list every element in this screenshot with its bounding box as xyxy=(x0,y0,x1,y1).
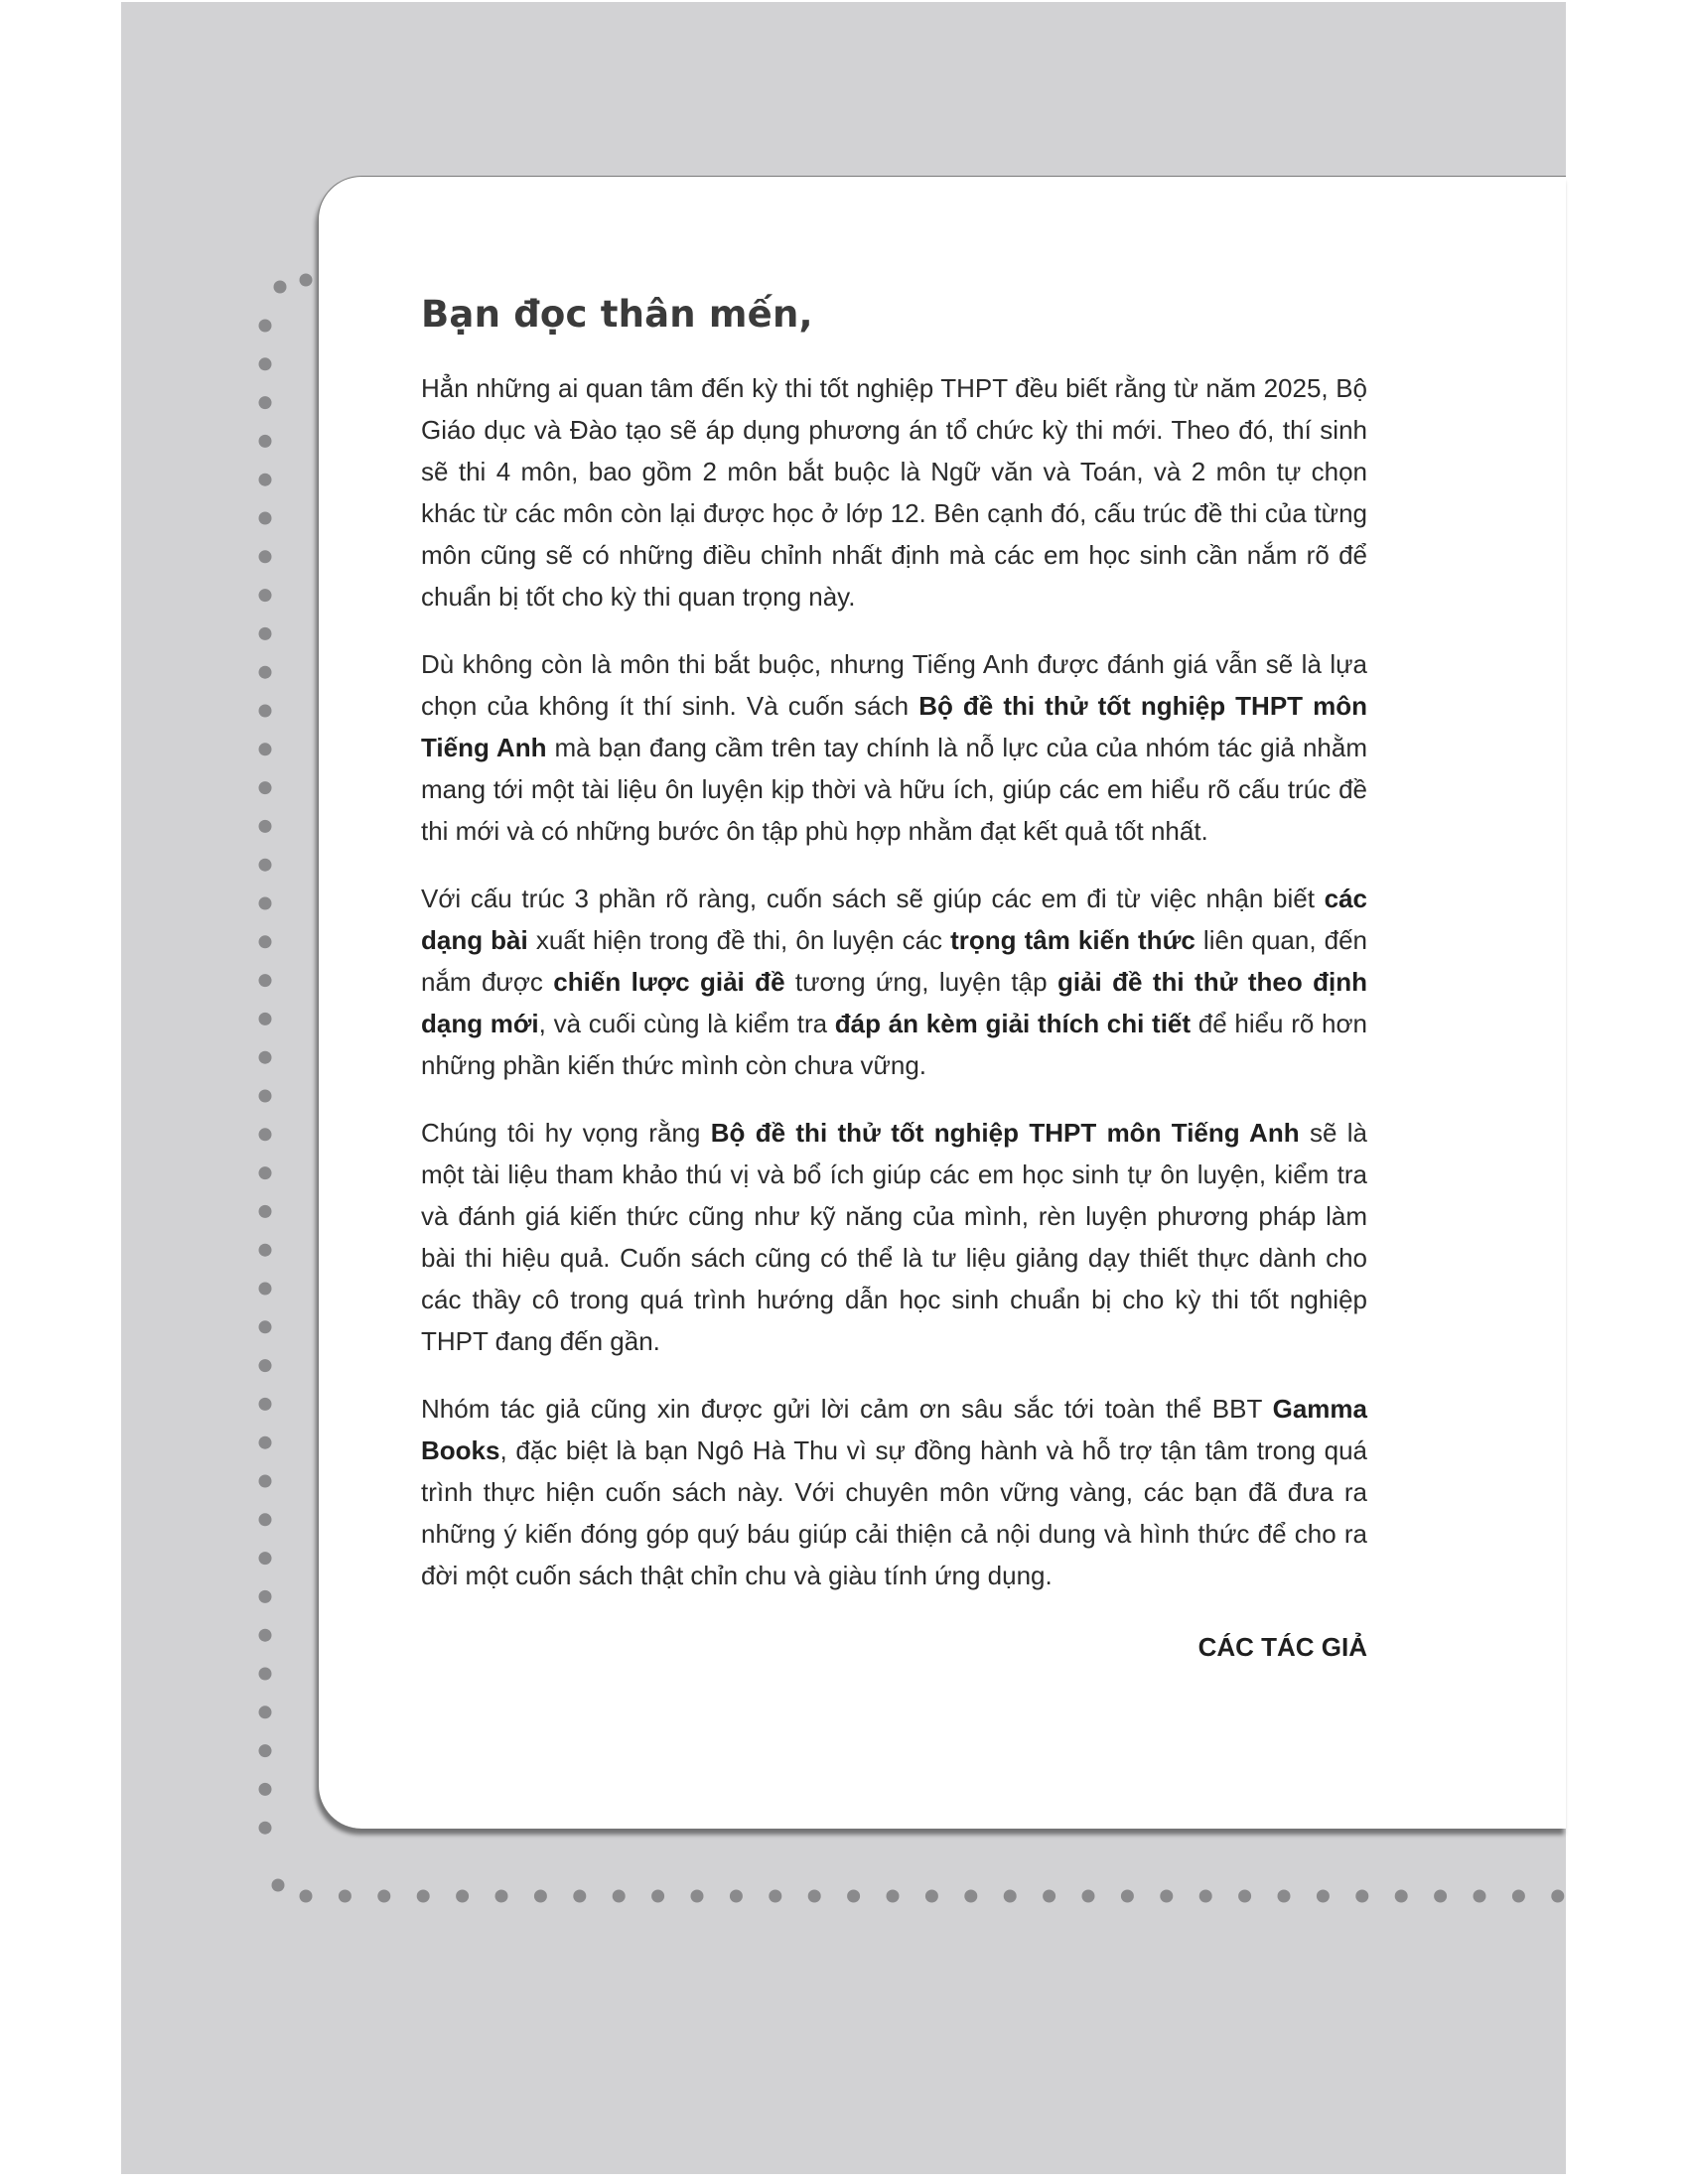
dot xyxy=(259,396,272,409)
dot xyxy=(259,1090,272,1103)
dot xyxy=(613,1890,626,1903)
dot xyxy=(259,589,272,602)
bold-text-run: trọng tâm kiến thức xyxy=(950,925,1196,955)
dot xyxy=(1355,1890,1368,1903)
dot xyxy=(259,743,272,755)
dot xyxy=(259,512,272,525)
dot xyxy=(259,705,272,718)
dot xyxy=(259,781,272,794)
dot xyxy=(300,1890,313,1903)
dot xyxy=(259,474,272,486)
bold-text-run: các dạng bài xyxy=(421,884,1367,955)
dot xyxy=(769,1890,781,1903)
dot xyxy=(274,281,287,294)
dot xyxy=(259,820,272,833)
text-run: Nhóm tác giả cũng xin được gửi lời cảm ơn sâu sắc tới toàn thể BBT xyxy=(421,1394,1273,1424)
dot xyxy=(808,1890,821,1903)
text-run: sẽ là một tài liệu tham khảo thú vị và bổ ích giúp các em học sinh tự ôn luyện, kiểm tra và đánh giá kiến thức cũng như kỹ năng của mình, rèn luyện phương pháp làm bài thi hiệu quả. Cuốn sách cũng có thể là tư liệu giảng dạy thiết thực dành cho các thầy cô trong quá trình hướng dẫn học sinh chuẩn bị cho kỳ thi tốt nghiệp THPT đang đến gần. xyxy=(421,1118,1367,1356)
dot xyxy=(259,1051,272,1064)
text-run: , và cuối cùng là kiểm tra xyxy=(538,1009,835,1038)
bold-text-run: giải đề thi thử theo định dạng mới xyxy=(421,967,1367,1038)
dot xyxy=(259,550,272,563)
dot xyxy=(1238,1890,1251,1903)
text-run: để hiểu rõ hơn những phần kiến thức mình còn chưa vững. xyxy=(421,1009,1368,1080)
text-run: tương ứng, luyện tập xyxy=(784,967,1057,997)
dot xyxy=(259,435,272,448)
dot xyxy=(377,1890,390,1903)
text-run: mà bạn đang cầm trên tay chính là nỗ lực của của nhóm tác giả nhằm mang tới một tài liệu ôn luyện kịp thời và hữu ích, giúp các em hiểu rõ cấu trúc đề thi mới và có những bước ôn tập phù hợp nhằm đạt kết quả tốt nhất. xyxy=(421,733,1367,846)
dot xyxy=(1004,1890,1017,1903)
text-run: Dù không còn là môn thi bắt buộc, nhưng Tiếng Anh được đánh giá vẫn sẽ là lựa chọn của không ít thí sinh. Và cuốn sách xyxy=(421,649,1367,721)
letter-body xyxy=(421,293,1367,1663)
dot xyxy=(691,1890,704,1903)
dot xyxy=(925,1890,938,1903)
dot xyxy=(259,1590,272,1603)
text-run: Hẳn những ai quan tâm đến kỳ thi tốt nghiệp THPT đều biết rằng từ năm 2025, Bộ Giáo dục và Đào tạo sẽ áp dụng phương án tổ chức kỳ thi mới. Theo đó, thí sinh sẽ thi 4 môn, bao gồm 2 môn bắt buộc là Ngữ văn và Toán, và 2 môn tự chọn khác từ các môn còn lại được học ở lớp 12. Bên cạnh đó, cấu trúc đề thi của từng môn cũng sẽ có những điều chỉnh nhất định mà các em học sinh cần nắm rõ để chuẩn bị tốt cho kỳ thi quan trọng này. xyxy=(421,373,1367,612)
dot xyxy=(300,274,313,287)
dot xyxy=(259,1244,272,1257)
dot xyxy=(259,1513,272,1526)
dot xyxy=(259,1398,272,1411)
dot xyxy=(1121,1890,1134,1903)
dot xyxy=(259,1205,272,1218)
dot xyxy=(1317,1890,1330,1903)
dot xyxy=(259,320,272,333)
dot xyxy=(259,1166,272,1179)
dot xyxy=(1512,1890,1525,1903)
dot xyxy=(1043,1890,1055,1903)
letter-heading: Bạn đọc thân mến, xyxy=(421,293,813,336)
dot xyxy=(259,1706,272,1718)
dot xyxy=(534,1890,547,1903)
dot xyxy=(1082,1890,1095,1903)
text-run: , đặc biệt là bạn Ngô Hà Thu vì sự đồng hành và hỗ trợ tận tâm trong quá trình thực hiện cuốn sách này. Với chuyên môn vững vàng, các bạn đã đưa ra những ý kiến đóng góp quý báu giúp cải thiện cả nội dung và hình thức để cho ra đời một cuốn sách thật chỉn chu và giàu tính ứng dụng. xyxy=(421,1435,1367,1590)
paragraph-1 xyxy=(421,367,1367,617)
dot xyxy=(259,1668,272,1681)
dot xyxy=(651,1890,664,1903)
dot xyxy=(887,1890,900,1903)
paragraph-2 xyxy=(421,643,1367,852)
dot xyxy=(259,974,272,987)
dot xyxy=(1395,1890,1408,1903)
dot xyxy=(1199,1890,1212,1903)
dot xyxy=(1551,1890,1564,1903)
dot xyxy=(259,1552,272,1565)
text-run: Chúng tôi hy vọng rằng xyxy=(421,1118,711,1148)
dot xyxy=(339,1890,352,1903)
dot xyxy=(573,1890,586,1903)
dot xyxy=(259,1320,272,1333)
dot xyxy=(259,1436,272,1449)
paragraph-3 xyxy=(421,878,1367,1086)
dot xyxy=(259,897,272,910)
bold-text-run: Gamma Books xyxy=(421,1394,1367,1465)
dot xyxy=(259,666,272,679)
dot xyxy=(272,1879,285,1892)
dot xyxy=(495,1890,508,1903)
signature: CÁC TÁC GIẢ xyxy=(1197,1632,1367,1662)
dot xyxy=(1160,1890,1173,1903)
dot xyxy=(259,1283,272,1296)
dot xyxy=(259,1744,272,1757)
bold-text-run: Bộ đề thi thử tốt nghiệp THPT môn Tiếng Anh xyxy=(710,1118,1300,1148)
dot xyxy=(259,1822,272,1835)
dot xyxy=(259,935,272,948)
dot xyxy=(456,1890,469,1903)
dot xyxy=(259,627,272,640)
dot xyxy=(259,1128,272,1141)
dot xyxy=(259,1013,272,1025)
dot xyxy=(964,1890,977,1903)
bold-text-run: Bộ đề thi thử tốt nghiệp THPT môn Tiếng Anh xyxy=(421,691,1368,762)
dot xyxy=(259,357,272,370)
dot xyxy=(259,1359,272,1372)
dot xyxy=(1434,1890,1447,1903)
text-run: xuất hiện trong đề thi, ôn luyện các xyxy=(527,925,951,955)
dot xyxy=(1278,1890,1291,1903)
bold-text-run: đáp án kèm giải thích chi tiết xyxy=(834,1009,1192,1038)
text-run: Với cấu trúc 3 phần rõ ràng, cuốn sách sẽ giúp các em đi từ việc nhận biết xyxy=(421,884,1325,913)
dot xyxy=(1474,1890,1486,1903)
dot xyxy=(730,1890,743,1903)
paragraph-5 xyxy=(421,1388,1367,1596)
dot xyxy=(259,859,272,872)
dot xyxy=(417,1890,430,1903)
dot xyxy=(847,1890,860,1903)
bold-text-run: chiến lược giải đề xyxy=(553,967,785,997)
dot xyxy=(259,1475,272,1488)
paragraph-4 xyxy=(421,1112,1367,1362)
dot xyxy=(259,1783,272,1796)
text-run: liên quan, đến nắm được xyxy=(421,925,1367,997)
dot xyxy=(259,1629,272,1642)
